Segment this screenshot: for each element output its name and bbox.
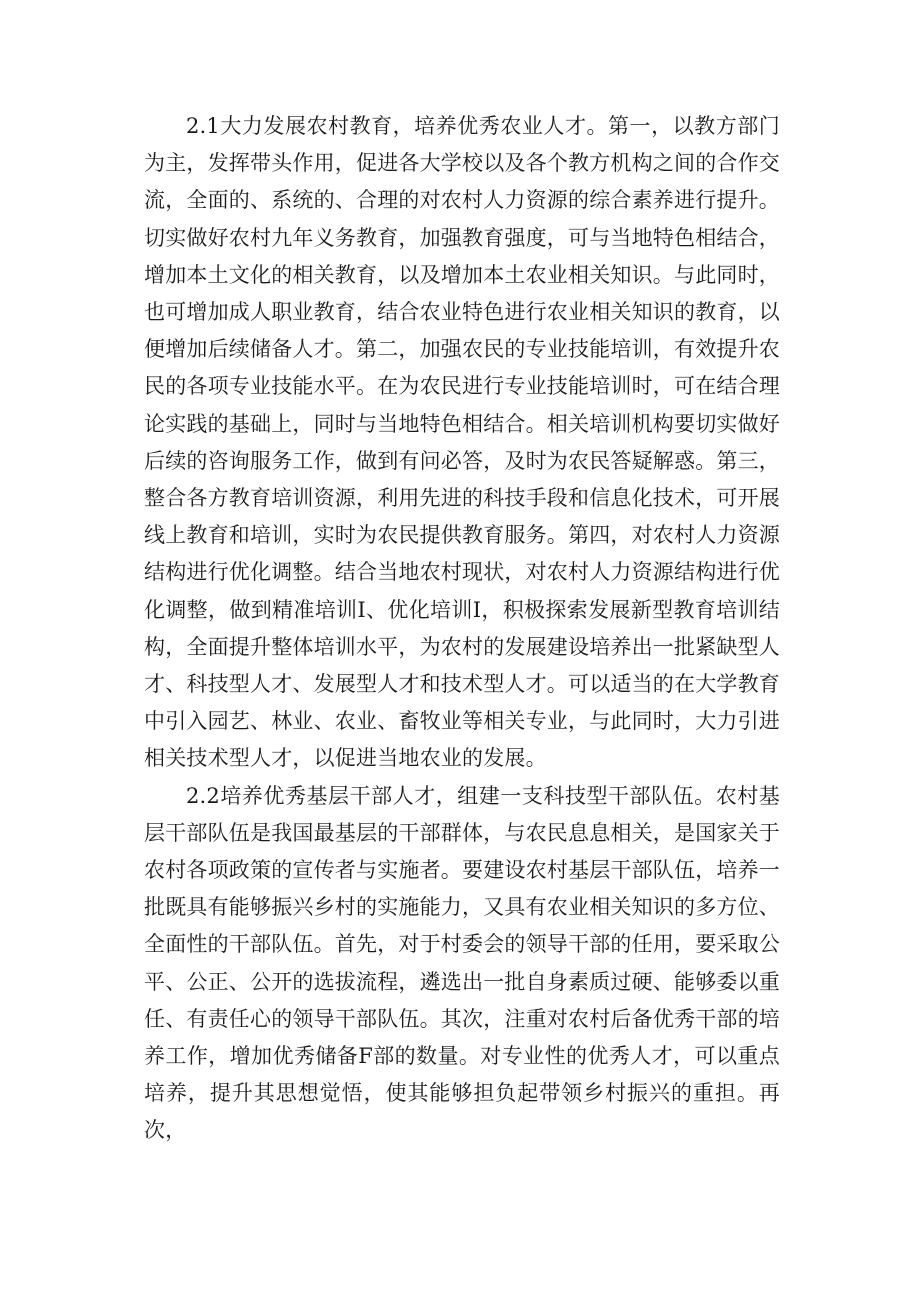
document-body [144,108,780,1150]
paragraph-2-2: 2.2培养优秀基层干部人才，组建一支科技型干部队伍。农村基层干部队伍是我国最基层的干部群体，与农民息息相关，是国家关于农村各项政策的宣传者与实施者。要建设农村基层干部队伍，培养一批既具有能够振兴乡村的实施能力，又具有农业相关知识的多方位、全面性的干部队伍。首先，对于村委会的领导干部的任用，要采取公平、公正、公开的选拔流程，遴选出一批自身素质过硬、能够委以重任、有责任心的领导干部队伍。其次，注重对农村后备优秀干部的培养工作，增加优秀储备F部的数量。对专业性的优秀人才，可以重点培养，提升其思想觉悟，使其能够担负起带领乡村振兴的重担。再次， [144,783,780,1143]
paragraph-2-1: 2.1大力发展农村教育，培养优秀农业人才。第一，以教方部门为主，发挥带头作用，促进各大学校以及各个教方机构之间的合作交流，全面的、系统的、合理的对农村人力资源的综合素养进行提升。切实做好农村九年义务教育，加强教育强度，可与当地特色相结合，增加本土文化的相关教育，以及增加本土农业相关知识。与此同时，也可增加成人职业教育，结合农业特色进行农业相关知识的教育，以便增加后续储备人才。第二，加强农民的专业技能培训，有效提升农民的各项专业技能水平。在为农民进行专业技能培训时，可在结合理论实践的基础上，同时与当地特色相结合。相关培训机构要切实做好后续的咨询服务工作，做到有问必答，及时为农民答疑解惑。第三，整合各方教育培训资源，利用先进的科技手段和信息化技术，可开展线上教育和培训，实时为农民提供教育服务。第四，对农村人力资源结构进行优化调整。结合当地农村现状，对农村人力资源结构进行优化调整，做到精准培训I、优化培训I，积极探索发展新型教育培训结构，全面提升整体培训水平，为农村的发展建设培养出一批紧缺型人才、科技型人才、发展型人才和技术型人才。可以适当的在大学教育中引入园艺、林业、农业、畜牧业等相关专业，与此同时，大力引进相关技术型人才，以促进当地农业的发展。 [144,114,780,771]
